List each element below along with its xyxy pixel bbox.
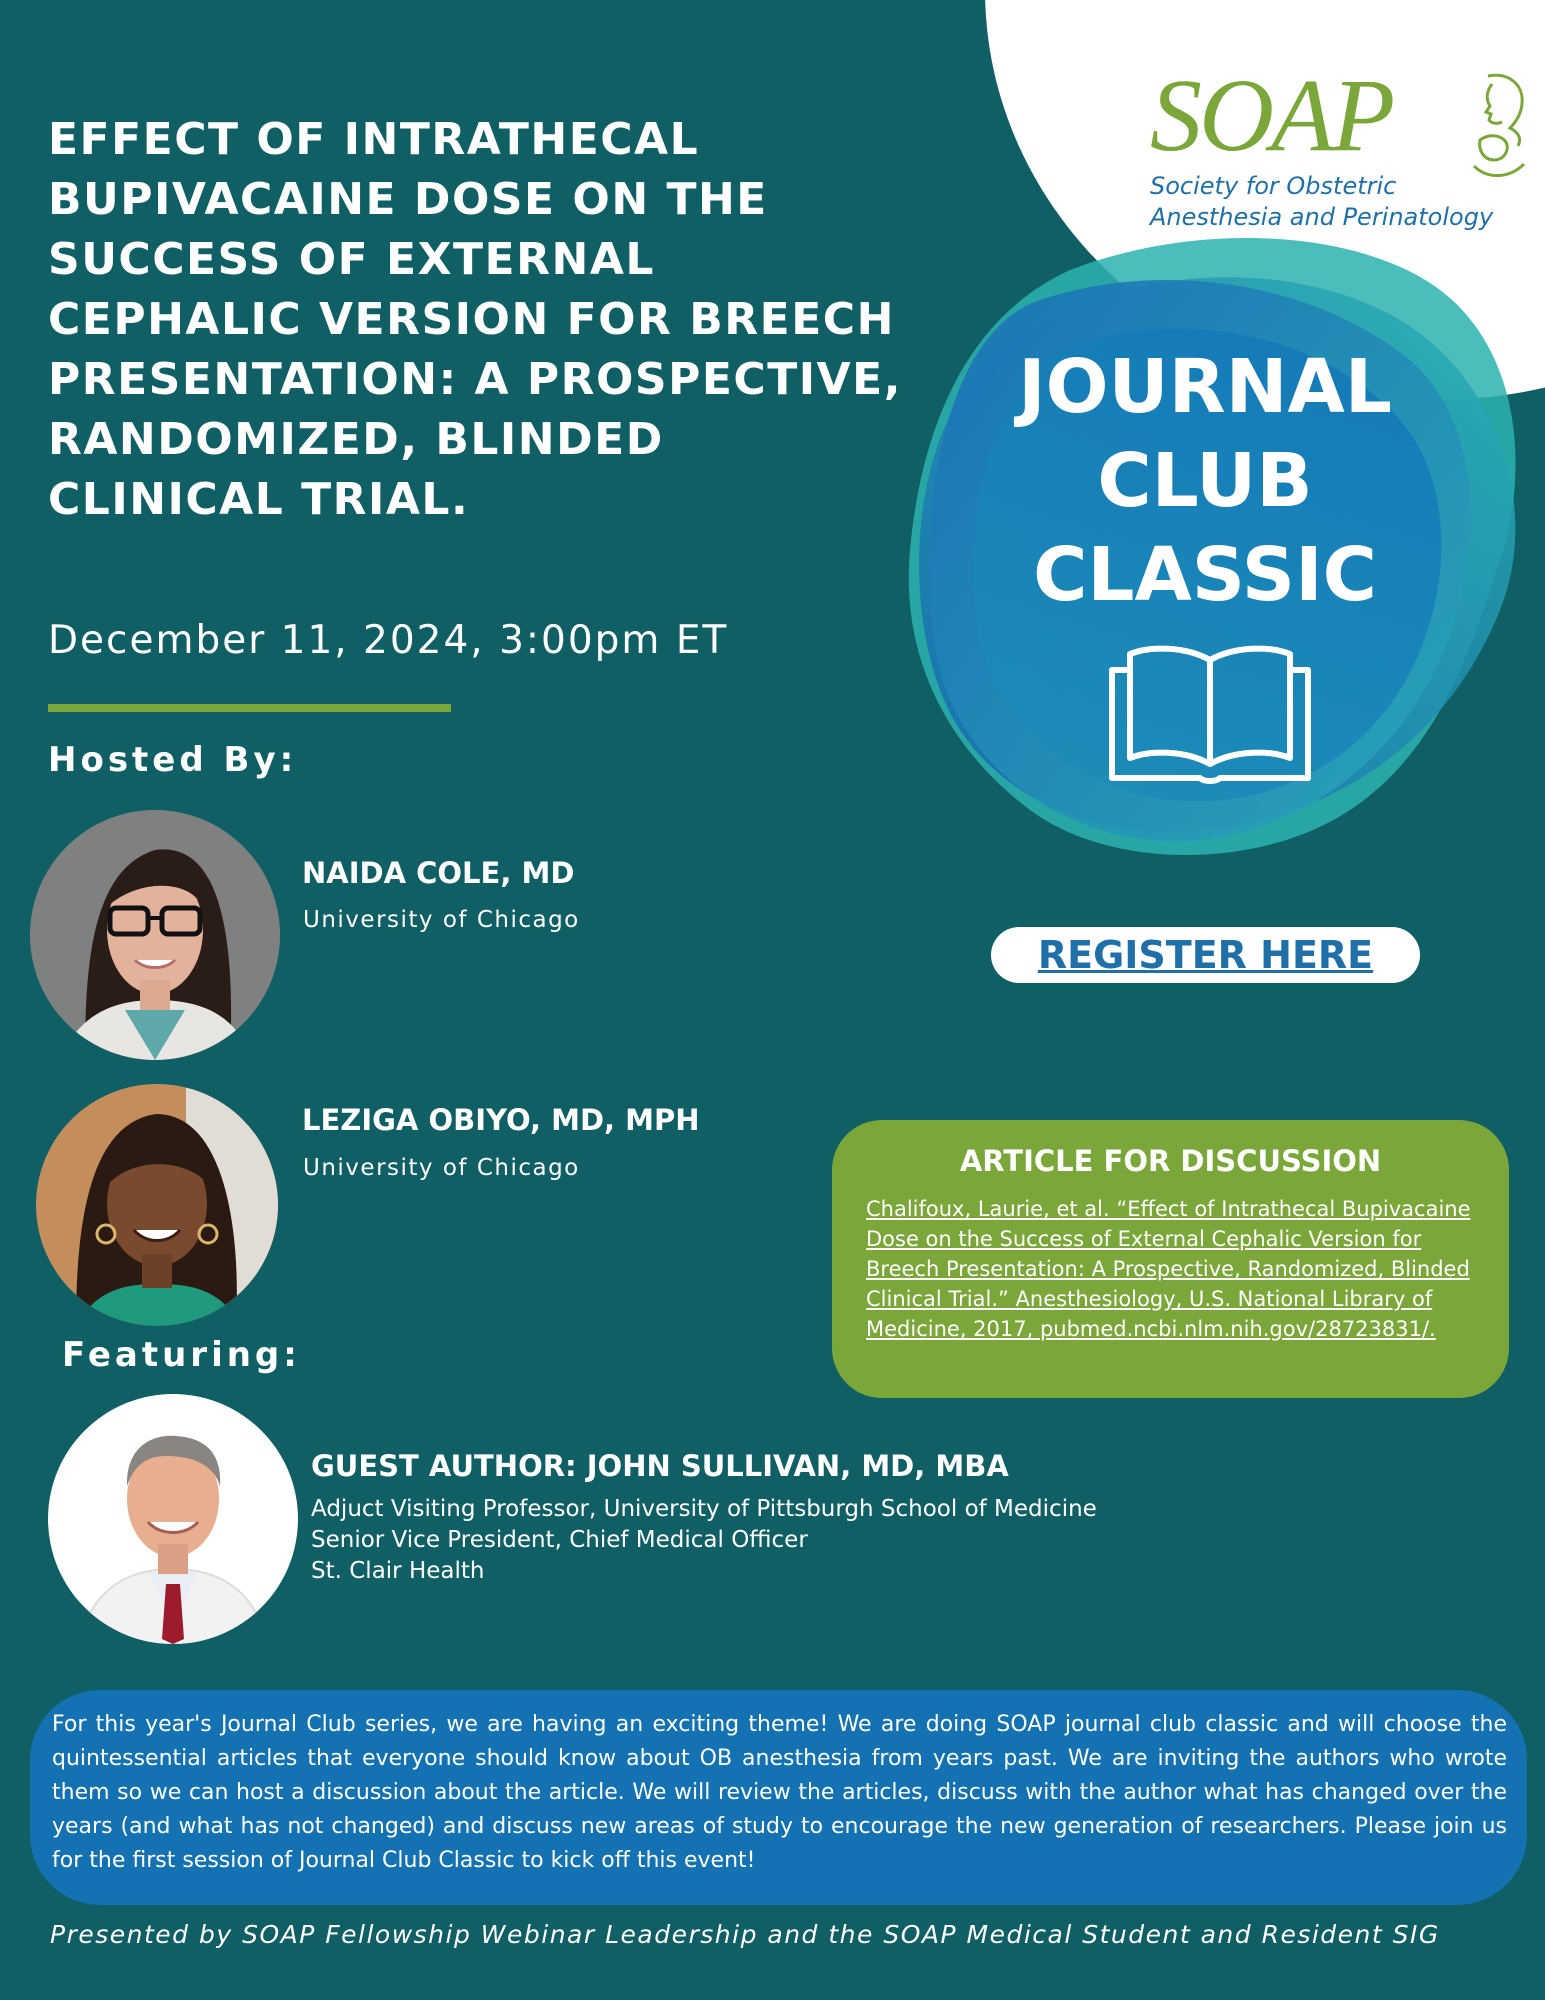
featuring-label: Featuring: — [62, 1335, 301, 1375]
article-card — [832, 1120, 1509, 1398]
avatar-host-2 — [36, 1084, 278, 1326]
host-1-name: NAIDA COLE, MD — [302, 856, 575, 890]
article-heading: ARTICLE FOR DISCUSSION — [959, 1144, 1382, 1178]
guest-line-3: St. Clair Health — [311, 1558, 485, 1584]
hosted-by-label: Hosted By: — [48, 740, 298, 780]
jc-line2: CLUB — [1097, 438, 1313, 524]
logo-face-icon — [1458, 70, 1538, 190]
description-text: For this year's Journal Club series, we are having an exciting theme! We are doing SOAP journal club classic and will choose the quintessential articles that everyone should know about OB anesthesia from years past. We are inviting the authors who wrote them so we can host a discussion about the article. We will review the articles, discuss with the author what has changed over the years (and what has not changed) and discuss new areas of study to encourage the new generation of researchers. Please join us for the first session of Journal Club Classic to kick off this event! — [52, 1712, 1507, 1873]
jc-line3: CLASSIC — [1033, 532, 1377, 618]
footer-text: Presented by SOAP Fellowship Webinar Leadership and the SOAP Medical Student and Resident SIG — [50, 1920, 1440, 1949]
journal-club-classic-title — [960, 340, 1450, 622]
event-date: December 11, 2024, 3:00pm ET — [48, 618, 729, 663]
guest-line-1: Adjuct Visiting Professor, University of Pittsburgh School of Medicine — [311, 1496, 1097, 1522]
avatar-host-1 — [30, 810, 280, 1060]
guest-name: GUEST AUTHOR: JOHN SULLIVAN, MD, MBA — [311, 1449, 1009, 1483]
description-card — [30, 1690, 1527, 1905]
logo-wordmark: SOAP — [1150, 58, 1393, 173]
host-1-affiliation: University of Chicago — [303, 907, 580, 933]
logo-subtitle-line1: Society for Obstetric — [1150, 172, 1397, 200]
book-icon — [1100, 640, 1320, 790]
register-button[interactable]: REGISTER HERE — [991, 927, 1420, 983]
avatar-guest — [48, 1394, 298, 1644]
divider — [48, 704, 451, 712]
article-citation-link[interactable]: Chalifoux, Laurie, et al. “Effect of Intrathecal Bupivacaine Dose on the Success of External Cephalic Version for Breech Presentation: A Prospective, Randomized, Blinded Clinical Trial.” Anesthesiology, U.S. National Library of Medicine, 2017, pubmed.ncbi.nlm.nih.gov/28723831/. — [866, 1197, 1471, 1341]
host-2-affiliation: University of Chicago — [303, 1155, 580, 1181]
jc-line1: JOURNAL — [1018, 344, 1392, 430]
host-2-name: LEZIGA OBIYO, MD, MPH — [302, 1103, 700, 1137]
logo-subtitle-line2: Anesthesia and Perinatology — [1150, 203, 1494, 231]
soap-logo — [1148, 58, 1533, 240]
event-title: EFFECT OF INTRATHECAL BUPIVACAINE DOSE ON THE SUCCESS OF EXTERNAL CEPHALIC VERSION FOR BREECH PRESENTATION: A PROSPECTIVE, RANDOMIZED, BLINDED CLINICAL TRIAL. — [48, 114, 902, 525]
guest-line-2: Senior Vice President, Chief Medical Officer — [311, 1527, 808, 1553]
